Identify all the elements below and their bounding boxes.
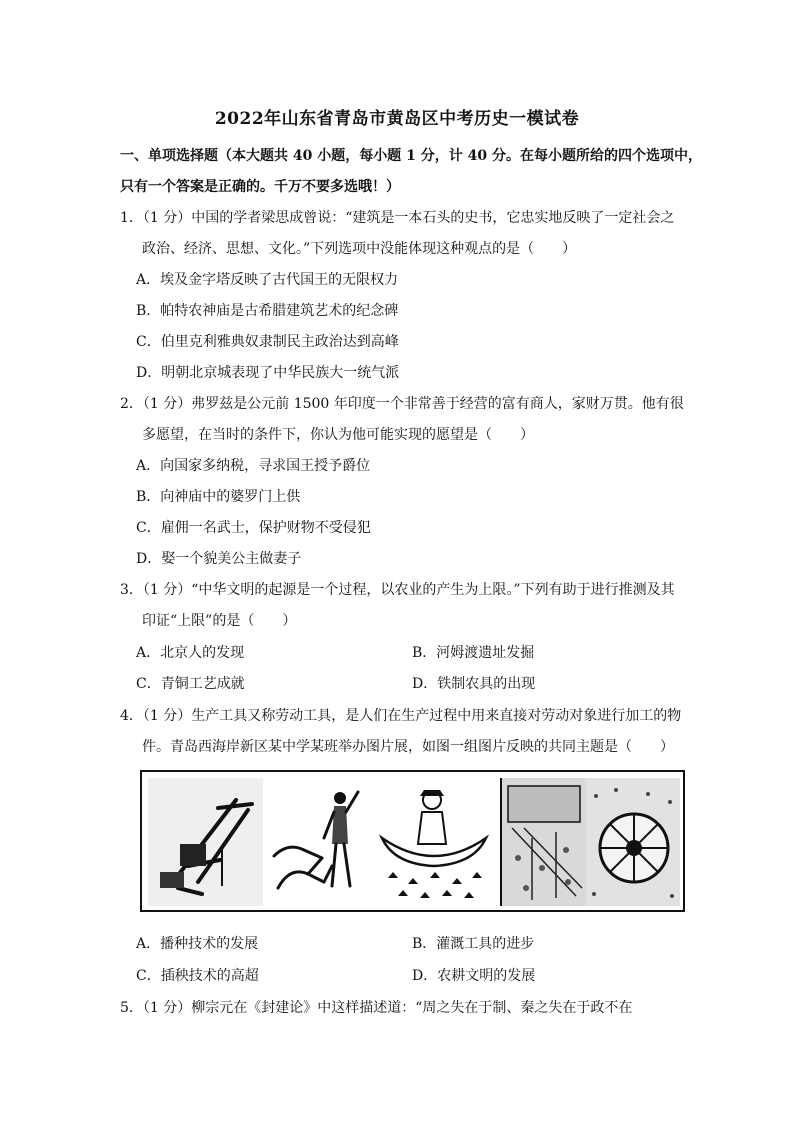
q1-stem-line2: 政治、经济、思想、文化。”下列选项中没能体现这种观点的是（ ）: [142, 241, 577, 257]
figure-curved-plow-picture: [268, 778, 370, 906]
section-heading-line1: 一、单项选择题（本大题共 40 小题，每小题 1 分，计 40 分。在每小题所给的四个选项中，: [120, 148, 702, 164]
q2-stem-line2: 多愿望，在当时的条件下，你认为他可能实现的愿望是（ ）: [142, 427, 534, 443]
q3-stem-line1: 3．（1 分）“中华文明的起源是一个过程，以农业的产生为上限。”下列有助于进行推测及其: [120, 582, 675, 598]
q3-option-d: D．铁制农具的出现: [412, 676, 536, 692]
q2-option-b: B．向神庙中的婆罗门上供: [136, 489, 301, 505]
q4-stem-line2: 件。青岛西海岸新区某中学某班举办图片展，如图一组图片反映的共同主题是（ ）: [142, 739, 674, 755]
figure-seedling-boat-picture: [374, 778, 494, 906]
q1-option-b: B．帕特农神庙是古希腊建筑艺术的纪念碑: [136, 303, 399, 319]
exam-title: 2022年山东省青岛市黄岛区中考历史一模试卷: [214, 109, 580, 129]
figure-chain-pump-picture: [500, 778, 586, 906]
farming-tools-figure: [140, 770, 685, 912]
q3-option-a: A．北京人的发现: [136, 645, 245, 661]
q5-stem-line1: 5．（1 分）柳宗元在《封建论》中这样描述道：“周之失在于制、秦之失在于政不在: [120, 1000, 633, 1016]
q3-stem-line2: 印证“上限”的是（ ）: [142, 613, 297, 629]
section-heading-line2: 只有一个答案是正确的。千万不要多选哦！）: [120, 179, 400, 195]
q4-option-b: B．灌溉工具的进步: [412, 936, 535, 952]
q1-option-c: C．伯里克利雅典奴隶制民主政治达到高峰: [136, 334, 399, 350]
q3-option-b: B．河姆渡遗址发掘: [412, 645, 535, 661]
figure-plow-drill-picture: [148, 778, 263, 906]
q2-option-c: C．雇佣一名武士，保护财物不受侵犯: [136, 520, 371, 536]
figure-water-wheel-picture: [586, 778, 680, 906]
q4-option-c: C．插秧技术的高超: [136, 968, 259, 984]
q4-option-d: D．农耕文明的发展: [412, 968, 536, 984]
q2-option-a: A．向国家多纳税，寻求国王授予爵位: [136, 458, 371, 474]
q1-option-a: A．埃及金字塔反映了古代国王的无限权力: [136, 272, 399, 288]
q4-stem-line1: 4．（1 分）生产工具又称劳动工具，是人们在生产过程中用来直接对劳动对象进行加工的物: [120, 708, 682, 724]
q1-option-d: D．明朝北京城表现了中华民族大一统气派: [136, 365, 400, 381]
q3-option-c: C．青铜工艺成就: [136, 676, 245, 692]
q4-option-a: A．播种技术的发展: [136, 936, 259, 952]
q1-stem-line1: 1．（1 分）中国的学者梁思成曾说：“建筑是一本石头的史书，它忠实地反映了一定社会之: [120, 210, 675, 226]
q2-option-d: D．娶一个貌美公主做妻子: [136, 551, 302, 567]
q2-stem-line1: 2．（1 分）弗罗兹是公元前 1500 年印度一个非常善于经营的富有商人，家财万贯。他有很: [120, 396, 684, 412]
